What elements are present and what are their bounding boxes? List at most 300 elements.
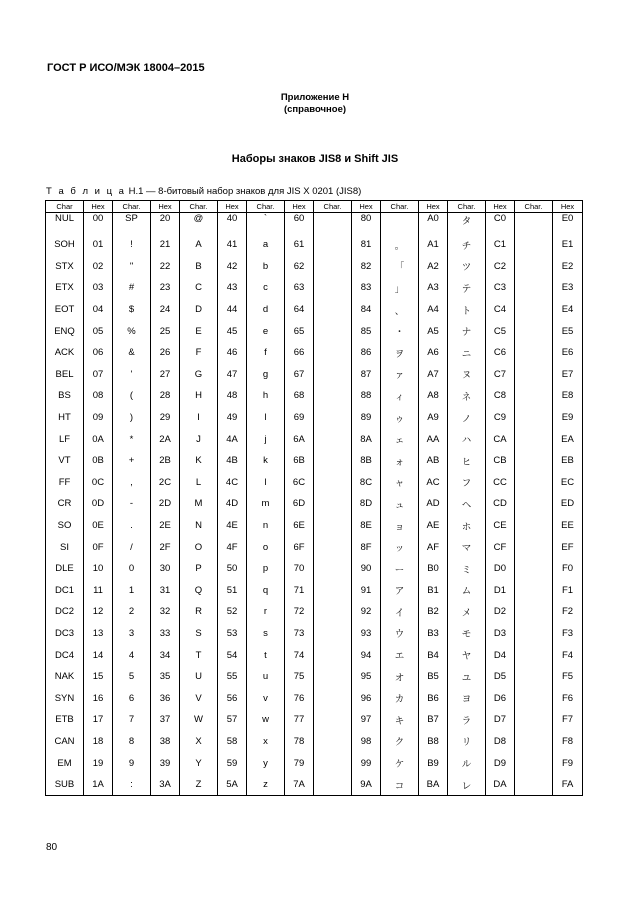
hex-cell: DA xyxy=(486,774,515,796)
hex-cell: 84 xyxy=(352,299,381,321)
hex-cell: 18 xyxy=(84,731,113,753)
hex-cell: 83 xyxy=(352,277,381,299)
hex-cell: 8D xyxy=(352,493,381,515)
hex-cell: 0D xyxy=(84,493,113,515)
char-cell: & xyxy=(113,342,151,364)
hex-cell: 65 xyxy=(285,320,314,342)
char-cell: # xyxy=(113,277,151,299)
hex-cell: A7 xyxy=(419,364,448,386)
char-cell: n xyxy=(247,515,285,537)
hex-cell: 31 xyxy=(151,580,180,602)
char-cell: H xyxy=(180,385,218,407)
char-cell: NUL xyxy=(46,213,84,235)
hex-cell: 15 xyxy=(84,666,113,688)
char-cell: ホ xyxy=(448,515,486,537)
hex-cell: 93 xyxy=(352,623,381,645)
hex-cell: 4B xyxy=(218,450,247,472)
hex-cell: AB xyxy=(419,450,448,472)
hex-cell: 79 xyxy=(285,752,314,774)
hex-cell: EC xyxy=(553,472,583,494)
hex-cell: 95 xyxy=(352,666,381,688)
hex-cell: 2C xyxy=(151,472,180,494)
hex-cell: A3 xyxy=(419,277,448,299)
char-cell: SYN xyxy=(46,687,84,709)
char-cell xyxy=(314,364,352,386)
hex-cell: CB xyxy=(486,450,515,472)
hex-cell: 6B xyxy=(285,450,314,472)
hex-cell: 91 xyxy=(352,580,381,602)
char-cell: G xyxy=(180,364,218,386)
char-cell xyxy=(314,752,352,774)
hex-cell: 67 xyxy=(285,364,314,386)
hex-cell: 26 xyxy=(151,342,180,364)
char-cell: P xyxy=(180,558,218,580)
hex-cell: 6D xyxy=(285,493,314,515)
hex-cell: D0 xyxy=(486,558,515,580)
hex-cell: 99 xyxy=(352,752,381,774)
hex-cell: 43 xyxy=(218,277,247,299)
hex-cell: 74 xyxy=(285,644,314,666)
char-cell: ' xyxy=(113,364,151,386)
char-cell: v xyxy=(247,687,285,709)
char-cell xyxy=(314,320,352,342)
char-cell: ト xyxy=(448,299,486,321)
char-cell: ッ xyxy=(381,536,419,558)
hex-cell: 2B xyxy=(151,450,180,472)
char-cell: D xyxy=(180,299,218,321)
hex-cell: 64 xyxy=(285,299,314,321)
hex-cell: 07 xyxy=(84,364,113,386)
char-cell: Q xyxy=(180,580,218,602)
char-cell: DC4 xyxy=(46,644,84,666)
hex-cell: F0 xyxy=(553,558,583,580)
hex-cell: 82 xyxy=(352,256,381,278)
hex-cell: 40 xyxy=(218,213,247,235)
hex-cell: 44 xyxy=(218,299,247,321)
column-header: Char. xyxy=(448,201,486,213)
hex-cell: 48 xyxy=(218,385,247,407)
char-cell: STX xyxy=(46,256,84,278)
char-cell: ア xyxy=(381,580,419,602)
char-cell: メ xyxy=(448,601,486,623)
column-header: Char. xyxy=(247,201,285,213)
char-cell: J xyxy=(180,428,218,450)
hex-cell: 60 xyxy=(285,213,314,235)
char-cell xyxy=(515,320,553,342)
char-cell: SUB xyxy=(46,774,84,796)
table-row xyxy=(46,320,583,342)
table-row xyxy=(46,752,583,774)
char-cell: c xyxy=(247,277,285,299)
table-row xyxy=(46,536,583,558)
hex-cell: 14 xyxy=(84,644,113,666)
char-cell xyxy=(515,515,553,537)
char-cell xyxy=(314,666,352,688)
hex-cell: E1 xyxy=(553,234,583,256)
hex-cell: 51 xyxy=(218,580,247,602)
char-cell: コ xyxy=(381,774,419,796)
char-cell: ァ xyxy=(381,364,419,386)
hex-cell: CE xyxy=(486,515,515,537)
char-cell xyxy=(515,623,553,645)
char-cell xyxy=(515,472,553,494)
char-cell: . xyxy=(113,515,151,537)
char-cell: FF xyxy=(46,472,84,494)
char-cell: ETB xyxy=(46,709,84,731)
char-cell: マ xyxy=(448,536,486,558)
char-cell xyxy=(515,342,553,364)
char-cell: DC2 xyxy=(46,601,84,623)
hex-cell: CF xyxy=(486,536,515,558)
hex-cell: 59 xyxy=(218,752,247,774)
hex-cell: B7 xyxy=(419,709,448,731)
hex-cell: 0F xyxy=(84,536,113,558)
char-cell xyxy=(314,407,352,429)
char-cell xyxy=(515,644,553,666)
hex-cell: 0B xyxy=(84,450,113,472)
char-cell xyxy=(515,450,553,472)
section-title: Наборы знаков JIS8 и Shift JIS xyxy=(231,153,399,165)
hex-cell: B6 xyxy=(419,687,448,709)
hex-cell: 39 xyxy=(151,752,180,774)
hex-cell: C9 xyxy=(486,407,515,429)
char-cell: * xyxy=(113,428,151,450)
hex-cell: B0 xyxy=(419,558,448,580)
table-row xyxy=(46,774,583,796)
char-cell: m xyxy=(247,493,285,515)
char-cell: ニ xyxy=(448,342,486,364)
char-cell: 」 xyxy=(381,277,419,299)
char-cell xyxy=(314,234,352,256)
char-cell: ゥ xyxy=(381,407,419,429)
char-cell xyxy=(515,536,553,558)
char-cell: V xyxy=(180,687,218,709)
char-cell xyxy=(515,385,553,407)
hex-cell: D7 xyxy=(486,709,515,731)
char-cell: X xyxy=(180,731,218,753)
char-cell xyxy=(515,299,553,321)
char-cell: k xyxy=(247,450,285,472)
char-cell xyxy=(314,515,352,537)
char-cell xyxy=(314,256,352,278)
hex-cell: A6 xyxy=(419,342,448,364)
hex-cell: AF xyxy=(419,536,448,558)
hex-cell: 4E xyxy=(218,515,247,537)
char-cell: ヌ xyxy=(448,364,486,386)
char-cell: 1 xyxy=(113,580,151,602)
table-header-row xyxy=(46,201,583,213)
char-cell: 「 xyxy=(381,256,419,278)
table-row xyxy=(46,515,583,537)
hex-cell: E6 xyxy=(553,342,583,364)
char-cell: l xyxy=(247,407,285,429)
hex-cell: 6E xyxy=(285,515,314,537)
hex-cell: E2 xyxy=(553,256,583,278)
char-cell: y xyxy=(247,752,285,774)
hex-cell: 76 xyxy=(285,687,314,709)
table-row xyxy=(46,256,583,278)
hex-cell: 72 xyxy=(285,601,314,623)
char-cell: E xyxy=(180,320,218,342)
char-cell: ヲ xyxy=(381,342,419,364)
hex-cell: 13 xyxy=(84,623,113,645)
hex-cell: 53 xyxy=(218,623,247,645)
table-row xyxy=(46,385,583,407)
hex-cell: 71 xyxy=(285,580,314,602)
char-cell: S xyxy=(180,623,218,645)
hex-cell: C7 xyxy=(486,364,515,386)
hex-cell: A5 xyxy=(419,320,448,342)
hex-cell: C0 xyxy=(486,213,515,235)
char-cell xyxy=(515,364,553,386)
char-cell: リ xyxy=(448,731,486,753)
column-header: Char. xyxy=(381,201,419,213)
hex-cell: 6C xyxy=(285,472,314,494)
char-cell: L xyxy=(180,472,218,494)
char-cell: ユ xyxy=(448,666,486,688)
column-header: Hex xyxy=(218,201,247,213)
hex-cell: A8 xyxy=(419,385,448,407)
hex-cell: 8C xyxy=(352,472,381,494)
char-cell: A xyxy=(180,234,218,256)
char-cell: ハ xyxy=(448,428,486,450)
hex-cell: E7 xyxy=(553,364,583,386)
column-header: Char. xyxy=(180,201,218,213)
hex-cell: 62 xyxy=(285,256,314,278)
hex-cell: BA xyxy=(419,774,448,796)
char-cell: ACK xyxy=(46,342,84,364)
hex-cell: A4 xyxy=(419,299,448,321)
hex-cell: 70 xyxy=(285,558,314,580)
page-number: 80 xyxy=(46,842,58,853)
table-row xyxy=(46,687,583,709)
char-cell xyxy=(314,472,352,494)
table-row xyxy=(46,407,583,429)
hex-cell: 24 xyxy=(151,299,180,321)
hex-cell: F3 xyxy=(553,623,583,645)
hex-cell: A0 xyxy=(419,213,448,235)
hex-cell: 30 xyxy=(151,558,180,580)
hex-cell: F6 xyxy=(553,687,583,709)
char-cell: LF xyxy=(46,428,84,450)
hex-cell: C3 xyxy=(486,277,515,299)
column-header: Char. xyxy=(515,201,553,213)
char-cell: 2 xyxy=(113,601,151,623)
char-cell: t xyxy=(247,644,285,666)
column-header: Hex xyxy=(352,201,381,213)
hex-cell: D9 xyxy=(486,752,515,774)
hex-cell: F4 xyxy=(553,644,583,666)
hex-cell: 0E xyxy=(84,515,113,537)
char-cell xyxy=(314,731,352,753)
char-cell: s xyxy=(247,623,285,645)
char-cell: 5 xyxy=(113,666,151,688)
hex-cell: 69 xyxy=(285,407,314,429)
hex-cell: 92 xyxy=(352,601,381,623)
column-header: Char xyxy=(46,201,84,213)
char-cell: : xyxy=(113,774,151,796)
hex-cell: 9A xyxy=(352,774,381,796)
column-header: Char. xyxy=(113,201,151,213)
hex-cell: E4 xyxy=(553,299,583,321)
table-row xyxy=(46,364,583,386)
hex-cell: 77 xyxy=(285,709,314,731)
hex-cell: 63 xyxy=(285,277,314,299)
char-cell: SOH xyxy=(46,234,84,256)
table-caption-label: Т а б л и ц а xyxy=(46,186,126,197)
char-cell: 6 xyxy=(113,687,151,709)
char-cell: h xyxy=(247,385,285,407)
hex-cell: ED xyxy=(553,493,583,515)
column-header: Hex xyxy=(553,201,583,213)
char-cell: CR xyxy=(46,493,84,515)
char-cell xyxy=(314,277,352,299)
char-cell: f xyxy=(247,342,285,364)
hex-cell: 90 xyxy=(352,558,381,580)
hex-cell: EE xyxy=(553,515,583,537)
char-cell: SI xyxy=(46,536,84,558)
hex-cell: 66 xyxy=(285,342,314,364)
char-cell: ョ xyxy=(381,515,419,537)
hex-cell: E0 xyxy=(553,213,583,235)
char-cell: レ xyxy=(448,774,486,796)
hex-cell: 20 xyxy=(151,213,180,235)
char-cell: $ xyxy=(113,299,151,321)
char-cell: Y xyxy=(180,752,218,774)
appendix-title: Приложение Н xyxy=(280,92,350,103)
char-cell xyxy=(515,687,553,709)
char-cell: HT xyxy=(46,407,84,429)
char-cell xyxy=(314,558,352,580)
char-cell: 4 xyxy=(113,644,151,666)
hex-cell: C5 xyxy=(486,320,515,342)
char-cell: , xyxy=(113,472,151,494)
hex-cell: 73 xyxy=(285,623,314,645)
hex-cell: 0A xyxy=(84,428,113,450)
hex-cell: 4D xyxy=(218,493,247,515)
char-cell: ヒ xyxy=(448,450,486,472)
char-cell: q xyxy=(247,580,285,602)
char-cell: x xyxy=(247,731,285,753)
char-cell: 、 xyxy=(381,299,419,321)
hex-cell: 75 xyxy=(285,666,314,688)
char-cell: ネ xyxy=(448,385,486,407)
char-cell: ツ xyxy=(448,256,486,278)
hex-cell: CD xyxy=(486,493,515,515)
hex-cell: 17 xyxy=(84,709,113,731)
char-cell: 8 xyxy=(113,731,151,753)
table-row xyxy=(46,472,583,494)
hex-cell: E8 xyxy=(553,385,583,407)
hex-cell: 54 xyxy=(218,644,247,666)
char-cell: - xyxy=(113,493,151,515)
char-cell xyxy=(314,493,352,515)
hex-cell: 3A xyxy=(151,774,180,796)
column-header: Hex xyxy=(285,201,314,213)
char-cell: ` xyxy=(247,213,285,235)
char-cell xyxy=(515,709,553,731)
char-cell xyxy=(381,213,419,235)
hex-cell: C2 xyxy=(486,256,515,278)
char-cell xyxy=(515,558,553,580)
hex-cell: 80 xyxy=(352,213,381,235)
document-header: ГОСТ Р ИСО/МЭК 18004–2015 xyxy=(47,62,205,74)
table-row xyxy=(46,213,583,235)
hex-cell: 25 xyxy=(151,320,180,342)
char-cell: 0 xyxy=(113,558,151,580)
char-cell: F xyxy=(180,342,218,364)
char-cell xyxy=(314,774,352,796)
hex-cell: B5 xyxy=(419,666,448,688)
char-cell xyxy=(314,580,352,602)
char-cell: イ xyxy=(381,601,419,623)
char-cell: R xyxy=(180,601,218,623)
char-cell xyxy=(515,407,553,429)
char-cell: DC1 xyxy=(46,580,84,602)
hex-cell: D6 xyxy=(486,687,515,709)
hex-cell: 6F xyxy=(285,536,314,558)
table-row xyxy=(46,342,583,364)
hex-cell: A9 xyxy=(419,407,448,429)
hex-cell: 03 xyxy=(84,277,113,299)
char-cell: ウ xyxy=(381,623,419,645)
char-cell xyxy=(314,644,352,666)
hex-cell: 38 xyxy=(151,731,180,753)
hex-cell: F1 xyxy=(553,580,583,602)
hex-cell: 68 xyxy=(285,385,314,407)
hex-cell: 98 xyxy=(352,731,381,753)
char-cell: u xyxy=(247,666,285,688)
hex-cell: 4A xyxy=(218,428,247,450)
char-cell xyxy=(314,450,352,472)
hex-cell: 19 xyxy=(84,752,113,774)
hex-cell: F8 xyxy=(553,731,583,753)
char-cell: 7 xyxy=(113,709,151,731)
char-cell: ォ xyxy=(381,450,419,472)
char-cell: ヘ xyxy=(448,493,486,515)
char-cell: SP xyxy=(113,213,151,235)
char-cell: VT xyxy=(46,450,84,472)
char-cell: % xyxy=(113,320,151,342)
hex-cell: D8 xyxy=(486,731,515,753)
hex-cell: 56 xyxy=(218,687,247,709)
hex-cell: 35 xyxy=(151,666,180,688)
char-cell: ENQ xyxy=(46,320,84,342)
table-body xyxy=(46,213,583,796)
char-cell: o xyxy=(247,536,285,558)
table-row xyxy=(46,450,583,472)
hex-cell: 2A xyxy=(151,428,180,450)
char-cell: ィ xyxy=(381,385,419,407)
char-cell xyxy=(515,213,553,235)
appendix-subtitle: (справочное) xyxy=(283,104,347,115)
hex-cell: 02 xyxy=(84,256,113,278)
table-row xyxy=(46,601,583,623)
table-row xyxy=(46,731,583,753)
hex-cell: 96 xyxy=(352,687,381,709)
char-cell: W xyxy=(180,709,218,731)
char-cell xyxy=(515,256,553,278)
hex-cell: 52 xyxy=(218,601,247,623)
hex-cell: 50 xyxy=(218,558,247,580)
hex-cell: B9 xyxy=(419,752,448,774)
hex-cell: 2F xyxy=(151,536,180,558)
char-cell: CAN xyxy=(46,731,84,753)
char-cell: b xyxy=(247,256,285,278)
char-cell: 9 xyxy=(113,752,151,774)
char-cell: g xyxy=(247,364,285,386)
char-cell xyxy=(515,666,553,688)
